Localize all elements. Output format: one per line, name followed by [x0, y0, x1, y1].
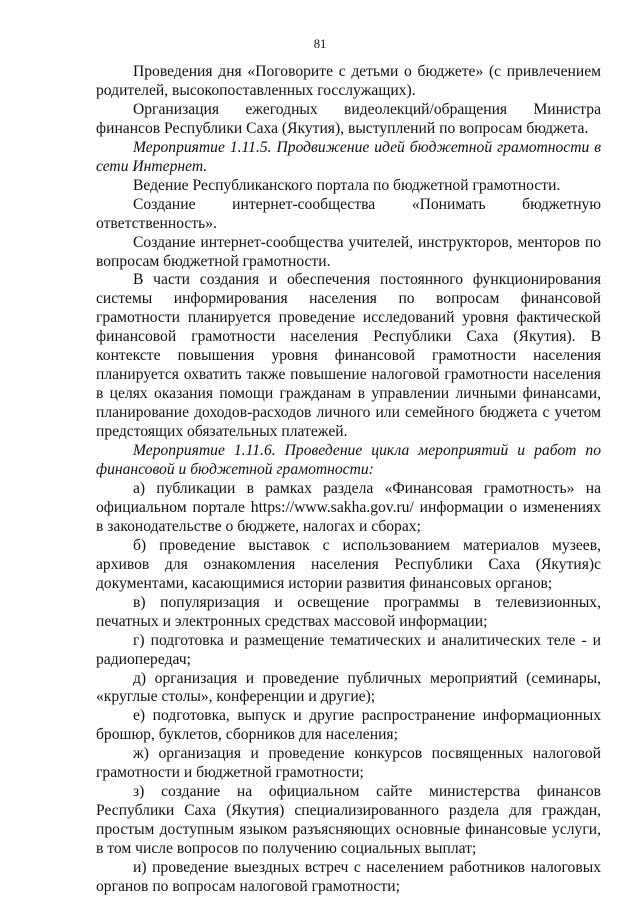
list-item: в) популяризация и освещение программы в телевизионных, печатных и электронных средствах массовой информации;: [96, 593, 601, 630]
list-item: б) проведение выставок с использованием материалов музеев, архивов для ознакомления населения Республики Саха (Якутия)с документами, касающимися истории развития финансовых органов;: [96, 536, 601, 592]
list-item: а) публикации в рамках раздела «Финансовая грамотность» на официальном портале https://www.sakha.gov.ru/ информации о изменениях в законодательстве о бюджете, налогах и сборах;: [96, 479, 601, 535]
list-item: ж) организация и проведение конкурсов посвященных налоговой грамотности и бюджетной грамотности;: [96, 745, 601, 782]
list-item: е) подготовка, выпуск и другие распространение информационных брошюр, буклетов, сборников для населения;: [96, 707, 601, 744]
activity-heading: Мероприятие 1.11.5. Продвижение идей бюджетной грамотности в сети Интернет.: [96, 138, 601, 175]
list-item: г) подготовка и размещение тематических и аналитических теле - и радиопередач;: [96, 631, 601, 668]
list-item: и) проведение выездных встреч с населением работников налоговых органов по вопросам налоговой грамотности;: [96, 859, 601, 895]
page-number: 81: [313, 37, 327, 51]
list-item: д) организация и проведение публичных мероприятий (семинары, «круглые столы», конференции и другие);: [96, 669, 601, 706]
paragraph: В части создания и обеспечения постоянного функционирования системы информирования населения по вопросам финансовой грамотности планируется проведение исследований уровня фактической финансовой грамотности населения Республики Саха (Якутия). В контексте повышения уровня финансовой грамотности населения планируется охватить также повышение налоговой грамотности населения в целях оказания помощи гражданам в управлении личными финансами, планирование доходов-расходов личного или семейного бюджета с учетом предстоящих обязательных платежей.: [96, 271, 601, 441]
list-item: з) создание на официальном сайте министерства финансов Республики Саха (Якутия) специализированного раздела для граждан, простым доступным языком разъясняющих основные финансовые услуги, в том числе вопросов по получению социальных выплат;: [96, 783, 601, 858]
paragraph: Организация ежегодных видеолекций/обращения Министра финансов Республики Саха (Якутия), выступлений по вопросам бюджета.: [96, 100, 601, 137]
activity-heading: Мероприятие 1.11.6. Проведение цикла мероприятий и работ по финансовой и бюджетной грамотности:: [96, 442, 601, 479]
paragraph: Создание интернет-сообщества учителей, инструкторов, менторов по вопросам бюджетной грамотности.: [96, 233, 601, 270]
paragraph: Создание интернет-сообщества «Понимать бюджетную ответственность».: [96, 195, 601, 232]
document-body: [96, 63, 601, 897]
paragraph: Проведения дня «Поговорите с детьми о бюджете» (с привлечением родителей, высокопоставленных госслужащих).: [96, 63, 601, 99]
paragraph: Ведение Республиканского портала по бюджетной грамотности.: [133, 176, 561, 194]
